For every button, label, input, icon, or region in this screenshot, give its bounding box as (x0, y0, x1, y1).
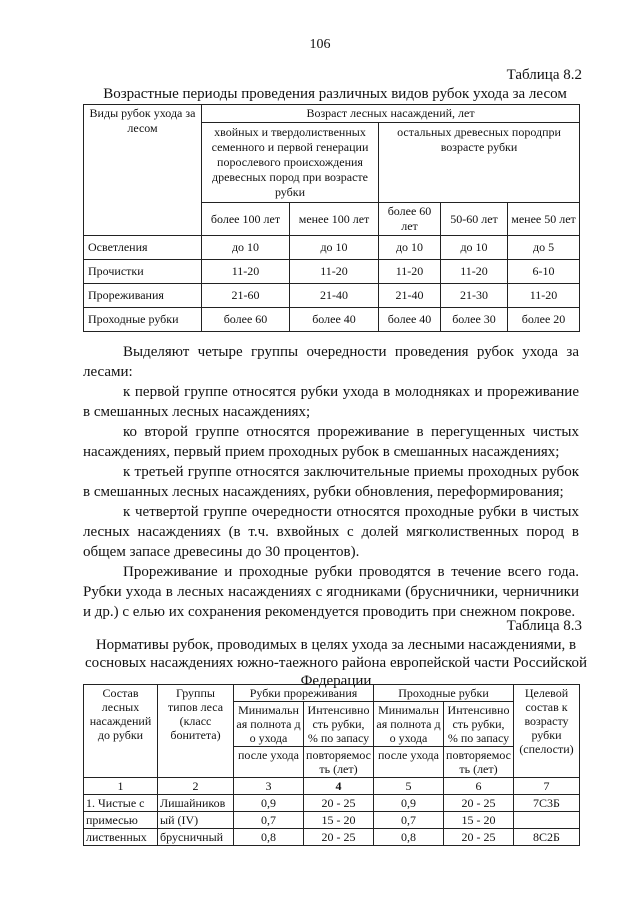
cell: 11-20 (202, 260, 290, 284)
header-group2: остальных древесных породпри возрасте рубки (379, 123, 580, 203)
col-number: 6 (444, 778, 514, 795)
table-row (84, 260, 580, 284)
cell: до 5 (508, 236, 580, 260)
cell: 15 - 20 (304, 812, 374, 829)
cell: 11-20 (441, 260, 508, 284)
cell: 0,7 (374, 812, 444, 829)
row-name: Проходные рубки (84, 308, 202, 332)
cell: 20 - 25 (304, 795, 374, 812)
cell: до 10 (202, 236, 290, 260)
paragraph: Выделяют четыре группы очередности проведения рубок ухода за лесами: (83, 344, 579, 380)
col-number: 7 (514, 778, 580, 795)
table-row (84, 308, 580, 332)
cell: 7С3Б (514, 795, 580, 812)
cell: 0,9 (374, 795, 444, 812)
header-age: Возраст лесных насаждений, лет (202, 105, 580, 123)
cell (514, 812, 580, 829)
body-text (83, 342, 579, 622)
cell: 20 - 25 (444, 795, 514, 812)
table-row (84, 829, 580, 846)
sub-header: менее 100 лет (290, 203, 379, 236)
cell: 21-60 (202, 284, 290, 308)
cell: до 10 (379, 236, 441, 260)
cell: 0,7 (234, 812, 304, 829)
table2-label: Таблица 8.3 (506, 618, 582, 634)
paragraph: Прореживание и проходные рубки проводятся в течение всего года. Рубки ухода в лесных насаждениях с ягодниками (брусничники, черничники и др.) с елью их сохранения рекомендуется проводить при снежном покрове. (83, 564, 579, 620)
row-name: Прореживания (84, 284, 202, 308)
header-target: Целевой состав к возрасту рубки (спелости) (514, 685, 580, 778)
cell: 11-20 (508, 284, 580, 308)
cell: примесью (84, 812, 158, 829)
col-number: 1 (84, 778, 158, 795)
header-prohod: Проходные рубки (374, 685, 514, 702)
col-number: 4 (304, 778, 374, 795)
cell: 6-10 (508, 260, 580, 284)
header-povtor: повторяемость (лет) (444, 747, 514, 778)
sub-header: более 60 лет (379, 203, 441, 236)
header-povtor: повторяемость (лет) (304, 747, 374, 778)
cell: 20 - 25 (444, 829, 514, 846)
header-posle: после ухода (234, 747, 304, 778)
page-number: 106 (309, 37, 331, 52)
header-intens: Интенсивность рубки, % по запасу (444, 702, 514, 747)
norms-table (83, 684, 580, 846)
header-minpol: Минимальная полнота до ухода (234, 702, 304, 747)
row-name: Прочистки (84, 260, 202, 284)
header-prorej: Рубки прореживания (234, 685, 374, 702)
table2-title: Нормативы рубок, проводимых в целях ухода за лесными насаждениями, в сосновых насаждениях южно-таежного района европейской части Российской Федерации (84, 637, 587, 689)
header-group1: хвойных и твердолиственных семенного и первой генерации порослевого происхождения древесных пород при возрасте рубки (202, 123, 379, 203)
cell: более 40 (290, 308, 379, 332)
header-kind: Виды рубок ухода за лесом (84, 105, 202, 236)
col-number: 2 (158, 778, 234, 795)
header-posle: после ухода (374, 747, 444, 778)
table-row (84, 284, 580, 308)
cell: 0,8 (374, 829, 444, 846)
header-intens: Интенсивность рубки, % по запасу (304, 702, 374, 747)
paragraph: ко второй группе относятся прореживание в перегущенных чистых насаждениях, первый прием проходных рубок в смешанных насаждениях; (83, 424, 579, 460)
paragraph: к третьей группе относятся заключительные приемы проходных рубок в смешанных лесных насаждениях, рубки обновления, переформирования; (83, 464, 579, 500)
header-sostav: Состав лесных насаждений до рубки (84, 685, 158, 778)
paragraph: к первой группе относятся рубки ухода в молодняках и прореживание в смешанных лесных насаждениях; (83, 384, 579, 420)
sub-header: 50-60 лет (441, 203, 508, 236)
cell: более 20 (508, 308, 580, 332)
cell: лиственных (84, 829, 158, 846)
cell: более 30 (441, 308, 508, 332)
cell: 21-30 (441, 284, 508, 308)
cell: более 40 (379, 308, 441, 332)
cell: 21-40 (290, 284, 379, 308)
table1-label: Таблица 8.2 (506, 67, 582, 83)
number-row (84, 778, 580, 795)
col-number: 5 (374, 778, 444, 795)
cell: 20 - 25 (304, 829, 374, 846)
row-name: Осветления (84, 236, 202, 260)
cell: до 10 (290, 236, 379, 260)
cell: 1. Чистые с (84, 795, 158, 812)
cell: 11-20 (379, 260, 441, 284)
cell: 11-20 (290, 260, 379, 284)
sub-header: более 100 лет (202, 203, 290, 236)
cell: 15 - 20 (444, 812, 514, 829)
cell: Лишайников (158, 795, 234, 812)
table-row (84, 795, 580, 812)
cell: 0,8 (234, 829, 304, 846)
table-row (84, 236, 580, 260)
table-row (84, 812, 580, 829)
cell: ый (IV) (158, 812, 234, 829)
table1-title: Возрастные периоды проведения различных видов рубок ухода за лесом (103, 86, 567, 102)
cell: брусничный (158, 829, 234, 846)
age-periods-table (83, 104, 580, 332)
header-minpol: Минимальная полнота до ухода (374, 702, 444, 747)
col-number: 3 (234, 778, 304, 795)
cell: 0,9 (234, 795, 304, 812)
sub-header: менее 50 лет (508, 203, 580, 236)
cell: 21-40 (379, 284, 441, 308)
cell: до 10 (441, 236, 508, 260)
header-gruppy: Группы типов леса (класс бонитета) (158, 685, 234, 778)
cell: 8С2Б (514, 829, 580, 846)
paragraph: к четвертой группе очередности относятся проходные рубки в чистых лесных насаждениях (в т.ч. вхвойных с долей мягколиственных пород в общем запасе древесины до 30 процентов). (83, 504, 579, 560)
cell: более 60 (202, 308, 290, 332)
